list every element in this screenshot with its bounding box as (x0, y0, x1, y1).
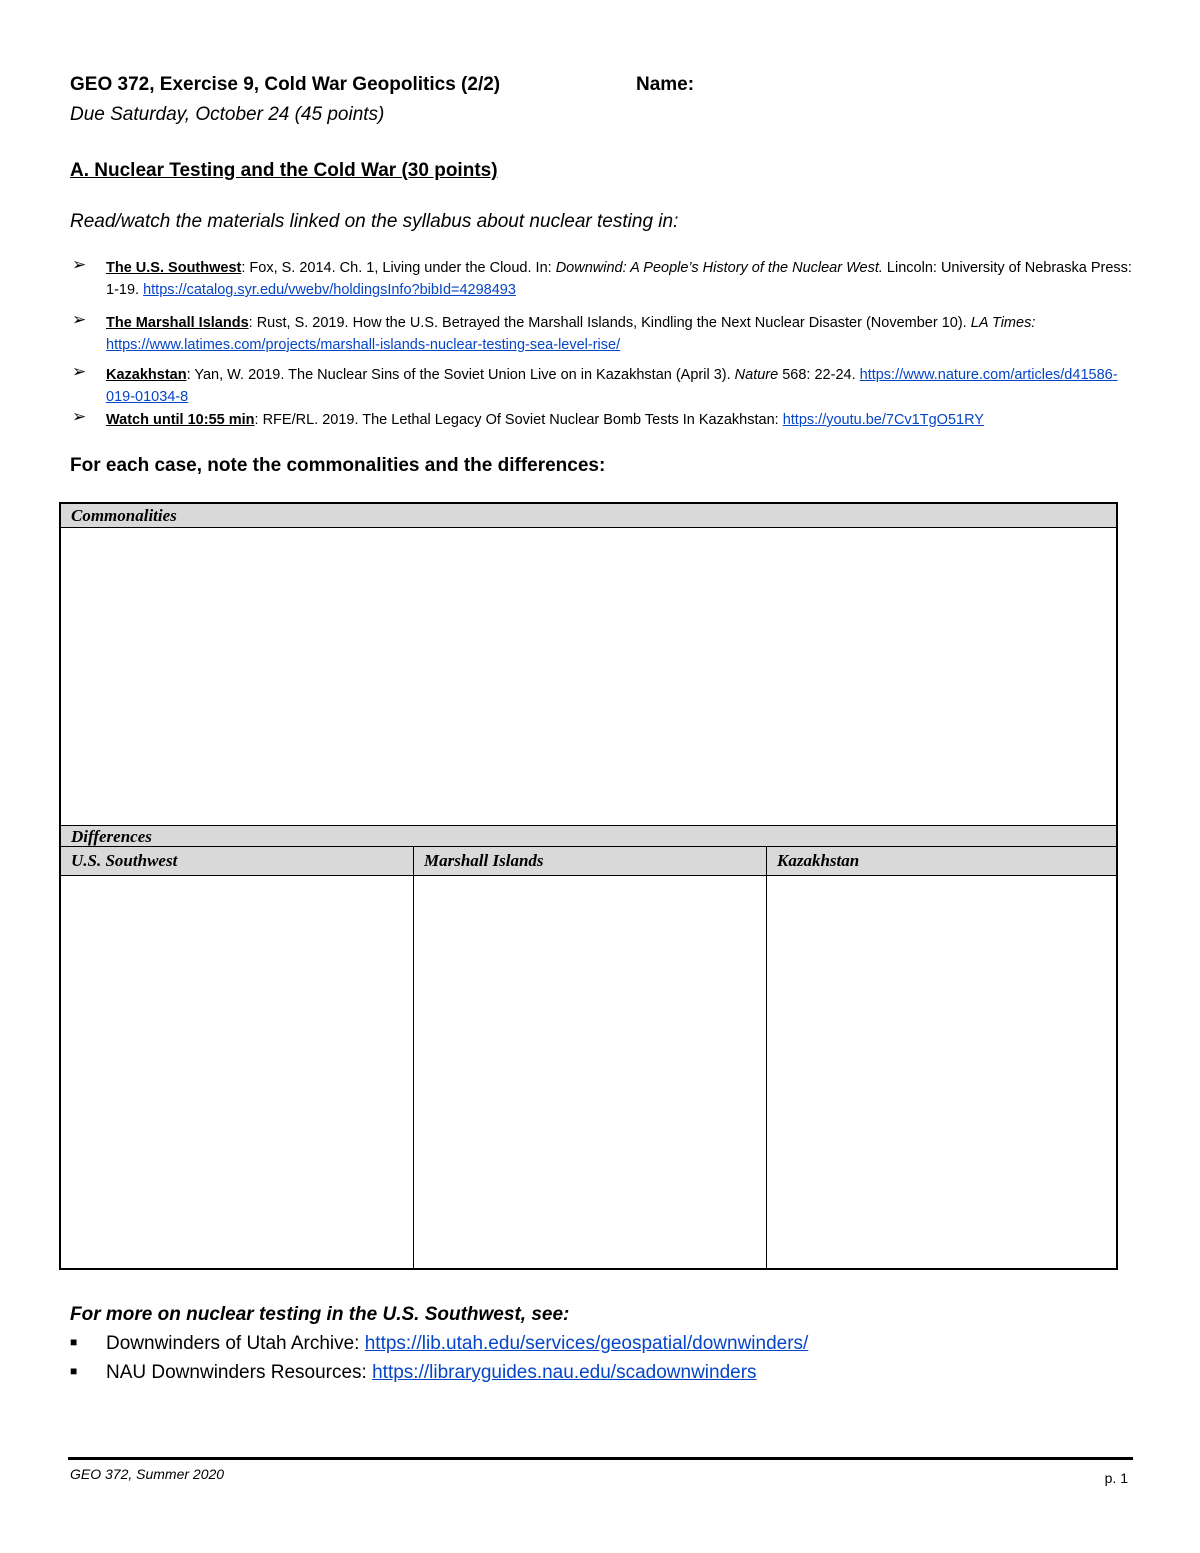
column-header-us-southwest: U.S. Southwest (71, 851, 178, 870)
reading-text: : Fox, S. 2014. Ch. 1, Living under the Cloud. In: (241, 260, 556, 276)
arrow-bullet-icon: ➢ (72, 407, 87, 426)
commonalities-cell[interactable] (61, 528, 1116, 825)
resource-link[interactable]: https://lib.utah.edu/services/geospatial/downwinders/ (364, 1333, 809, 1354)
arrow-bullet-icon: ➢ (72, 362, 87, 381)
reading-label: Kazakhstan (106, 367, 187, 383)
due-date: Due Saturday, October 24 (45 points) (70, 104, 385, 125)
document-title: GEO 372, Exercise 9, Cold War Geopolitics (2/2) (70, 74, 501, 95)
reading-text: : Yan, W. 2019. The Nuclear Sins of the Soviet Union Live on in Kazakhstan (April 3). (186, 367, 735, 383)
section-a-heading: A. Nuclear Testing and the Cold War (30 points) (70, 160, 498, 181)
reading-text: : Rust, S. 2019. How the U.S. Betrayed the Marshall Islands, Kindling the Next Nuclear Disaster (November 10). (248, 315, 971, 331)
commonalities-header: Commonalities (61, 504, 1116, 528)
reading-link[interactable]: https://www.latimes.com/projects/marshall-islands-nuclear-testing-sea-level-rise/ (106, 337, 621, 353)
footer-course: GEO 372, Summer 2020 (70, 1466, 225, 1482)
reading-source: LA Times: (970, 315, 1036, 331)
marshall-islands-cell[interactable] (414, 876, 766, 1268)
reading-item (72, 312, 1132, 356)
footer-divider (68, 1457, 1133, 1460)
column-header-marshall-islands: Marshall Islands (424, 851, 544, 870)
reading-source: Nature (734, 367, 779, 383)
more-resources-heading: For more on nuclear testing in the U.S. Southwest, see: (70, 1304, 570, 1325)
reading-label: The Marshall Islands (106, 315, 249, 331)
reading-item (72, 364, 1132, 408)
square-bullet-icon: ■ (70, 1364, 78, 1378)
list-item (70, 1362, 757, 1384)
reading-source: Downwind: A People’s History of the Nuclear West. (555, 260, 883, 276)
arrow-bullet-icon: ➢ (72, 310, 87, 329)
reading-link[interactable]: https://youtu.be/7Cv1TgO51RY (782, 412, 984, 428)
instruction-text: Read/watch the materials linked on the syllabus about nuclear testing in: (70, 211, 679, 232)
reading-link[interactable]: https://www.nature.com/articles/d41586-019-01034-8 (106, 367, 1118, 405)
square-bullet-icon: ■ (70, 1335, 78, 1349)
list-item (70, 1333, 808, 1355)
resource-label: NAU Downwinders Resources: (106, 1362, 373, 1383)
reading-text: 568: 22-24. (778, 367, 860, 383)
differences-column-headers (61, 847, 1116, 876)
table-prompt: For each case, note the commonalities and the differences: (70, 455, 606, 476)
reading-link[interactable]: https://catalog.syr.edu/vwebv/holdingsInfo?bibId=4298493 (143, 282, 516, 298)
reading-item (72, 257, 1132, 301)
kazakhstan-cell[interactable] (767, 876, 1116, 1268)
arrow-bullet-icon: ➢ (72, 255, 87, 274)
differences-header: Differences (61, 825, 1116, 847)
us-southwest-cell[interactable] (61, 876, 413, 1268)
resource-label: Downwinders of Utah Archive: (106, 1333, 365, 1354)
reading-label: The U.S. Southwest (106, 260, 242, 276)
reading-text: Lincoln: University of Nebraska Press: 1-19. (106, 260, 1132, 298)
name-label: Name: (636, 74, 695, 95)
answer-table (59, 502, 1118, 1270)
resource-link[interactable]: https://libraryguides.nau.edu/scadownwinders (372, 1362, 757, 1383)
reading-item (72, 409, 1132, 431)
reading-text: : RFE/RL. 2019. The Lethal Legacy Of Soviet Nuclear Bomb Tests In Kazakhstan: (254, 412, 783, 428)
column-header-kazakhstan: Kazakhstan (777, 851, 860, 870)
page-number: p. 1 (1104, 1470, 1128, 1486)
reading-label: Watch until 10:55 min (106, 412, 255, 428)
